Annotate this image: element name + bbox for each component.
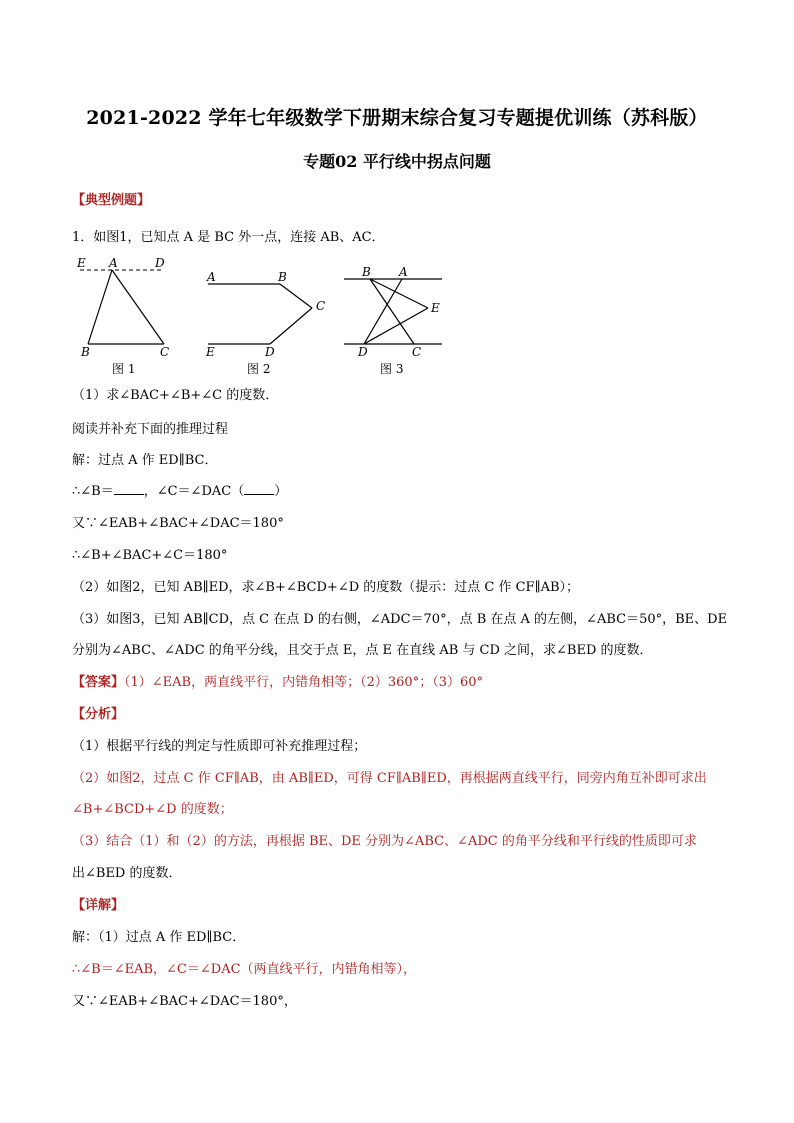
question-3-line-1: （3）如图3，已知 AB∥CD，点 C 在点 D 的右侧，∠ADC＝70°，点 B 在点 A 的左侧，∠ABC＝50°，BE、DE [72,612,728,627]
fig1-point-e: E [77,256,86,270]
fig2-point-d: D [265,345,275,359]
figures-group [72,252,472,382]
segment-ad-3 [364,279,402,344]
segment-bc-2 [280,284,312,308]
step1-part-c: ） [274,484,288,499]
detail-line-2: ∴∠B＝∠EAB，∠C＝∠DAC（两直线平行，内错角相等）， [72,962,417,977]
problem-intro: 1．如图1，已知点 A 是 BC 外一点，连接 AB、AC． [72,230,385,245]
segment-ac [112,270,164,344]
example-section-tag: 【典型例题】 [72,193,151,208]
fig3-point-d: D [358,345,368,359]
segment-de-3 [364,308,428,344]
analysis-line-3: ∠B+∠BCD+∠D 的度数； [72,802,233,817]
answer-tag: 【答案】 [72,675,125,690]
fig1-point-c: C [160,345,170,359]
segment-ab [88,270,112,344]
solution-start: 解：过点 A 作 ED∥BC． [72,453,218,468]
fig2-point-c: C [316,299,326,313]
segment-cd-2 [270,308,312,344]
detail-line-3: 又∵∠EAB+∠BAC+∠DAC＝180°， [72,994,297,1009]
figure-2 [205,270,325,376]
reasoning-step-3: ∴∠B+∠BAC+∠C＝180° [72,548,228,563]
analysis-line-4: （3）结合（1）和（2）的方法，再根据 BE、DE 分别为∠ABC、∠ADC 的角平分线和平行线的性质即可求 [72,834,697,849]
fig1-point-d: D [155,256,165,270]
fig3-point-c: C [412,345,422,359]
detail-tag: 【详解】 [72,898,125,913]
analysis-line-5: 出∠BED 的度数． [72,866,182,881]
answer-blank-1[interactable] [114,483,144,495]
step1-part-b: ，∠C＝∠DAC（ [143,484,245,499]
question-1: （1）求∠BAC+∠B+∠C 的度数． [72,388,279,403]
analysis-line-2: （2）如图2，过点 C 作 CF∥AB，由 AB∥ED，可得 CF∥AB∥ED，再根据两直线平行，同旁内角互补即可求出 [72,771,707,786]
fig3-caption: 图 3 [380,362,404,376]
fig3-point-e: E [431,301,440,315]
fig2-point-b: B [278,270,287,284]
answer-line [72,674,483,692]
segment-bc-3 [370,279,414,344]
fig2-caption: 图 2 [247,362,271,376]
topic-subtitle: 专题02 平行线中拐点问题 [303,152,491,171]
answer-text: （1）∠EAB，两直线平行，内错角相等；（2）360°；（3）60° [124,675,484,690]
question-3-line-2: 分别为∠ABC、∠ADC 的角平分线，且交于点 E，点 E 在直线 AB 与 CD 之间，求∠BED 的度数． [72,643,653,658]
fig3-point-b: B [362,265,371,279]
figure-1 [76,256,169,376]
reasoning-step-1 [72,483,287,501]
analysis-line-1: （1）根据平行线的判定与性质即可补充推理过程； [72,739,367,754]
question-2: （2）如图2，已知 AB∥ED，求∠B+∠BCD+∠D 的度数（提示：过点 C 作 CF∥AB）； [72,580,580,595]
fig2-point-e: E [206,345,215,359]
fig1-caption: 图 1 [112,362,136,376]
step1-part-a: ∴∠B＝ [72,484,114,499]
reading-prompt: 阅读并补充下面的推理过程 [72,422,229,437]
fig1-point-b: B [81,345,90,359]
detail-line-1: 解：（1）过点 A 作 ED∥BC． [72,930,246,945]
fig3-point-a: A [399,265,408,279]
fig2-point-a: A [207,270,216,284]
reasoning-step-2: 又∵∠EAB+∠BAC+∠DAC＝180° [72,516,284,531]
document-title: 2021-2022 学年七年级数学下册期末综合复习专题提优训练（苏科版） [86,107,708,129]
figure-3 [344,265,442,376]
answer-blank-2[interactable] [244,483,274,495]
analysis-tag: 【分析】 [72,707,125,722]
fig1-point-a: A [109,256,118,270]
